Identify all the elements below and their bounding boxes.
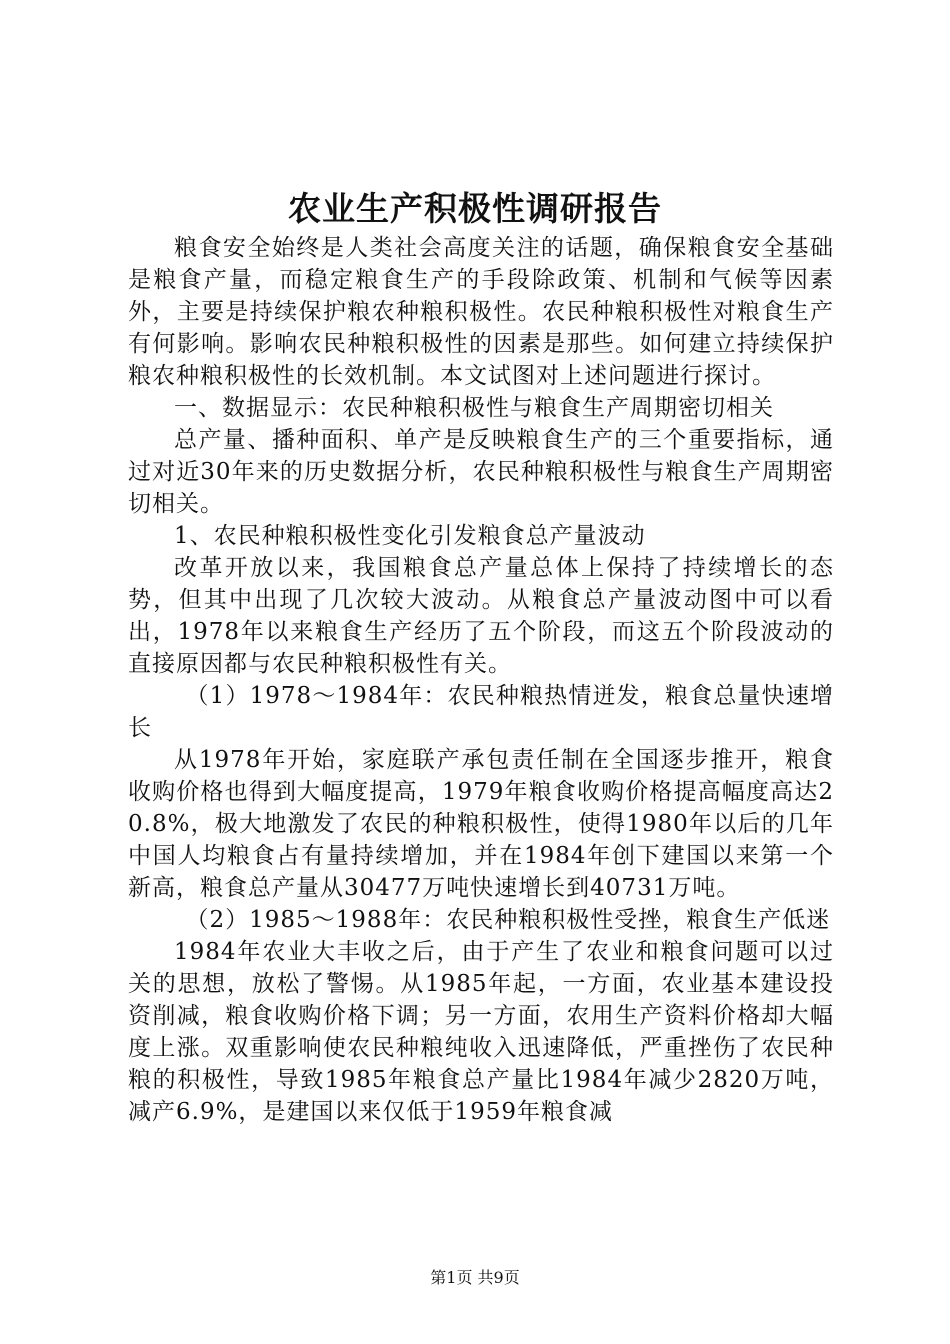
document-title: 农业生产积极性调研报告 (288, 189, 662, 228)
body-paragraph: 从1978年开始，家庭联产承包责任制在全国逐步推开，粮食收购价格也得到大幅度提高，1979年粮食收购价格提高幅度高达20.8%，极大地激发了农民的种粮积极性，使得1980年以后的几年中国人均粮食占有量持续增加，并在1984年创下建国以来第一个新高，粮食总产量从30477万吨快速增长到40731万吨。 (128, 747, 834, 901)
subsection-heading: 1、农民种粮积极性变化引发粮食总产量波动 (174, 523, 646, 549)
body-paragraph: 总产量、播种面积、单产是反映粮食生产的三个重要指标，通过对近30年来的历史数据分析，农民种粮积极性与粮食生产周期密切相关。 (128, 427, 834, 517)
section-heading: 一、数据显示：农民种粮积极性与粮食生产周期密切相关 (174, 395, 774, 421)
page-footer: 第1页 共9页 (430, 1268, 520, 1287)
document-body (128, 232, 834, 1128)
body-paragraph: 1984年农业大丰收之后，由于产生了农业和粮食问题可以过关的思想，放松了警惕。从1985年起，一方面，农业基本建设投资削减，粮食收购价格下调；另一方面，农用生产资料价格却大幅度上涨。双重影响使农民种粮纯收入迅速降低，严重挫伤了农民种粮的积极性，导致1985年粮食总产量比1984年减少2820万吨，减产6.9%，是建国以来仅低于1959年粮食减 (128, 939, 834, 1125)
intro-paragraph: 粮食安全始终是人类社会高度关注的话题，确保粮食安全基础是粮食产量，而稳定粮食生产的手段除政策、机制和气候等因素外，主要是持续保护粮农种粮积极性。农民种粮积极性对粮食生产有何影响。影响农民种粮积极性的因素是那些。如何建立持续保护粮农种粮积极性的长效机制。本文试图对上述问题进行探讨。 (128, 235, 834, 389)
body-paragraph: 改革开放以来，我国粮食总产量总体上保持了持续增长的态势，但其中出现了几次较大波动。从粮食总产量波动图中可以看出，1978年以来粮食生产经历了五个阶段，而这五个阶段波动的直接原因都与农民种粮积极性有关。 (128, 555, 834, 677)
stage-heading: （2）1985～1988年：农民种粮积极性受挫，粮食生产低迷 (185, 907, 831, 933)
stage-heading: （1）1978～1984年：农民种粮热情迸发，粮食总量快速增长 (128, 683, 834, 741)
